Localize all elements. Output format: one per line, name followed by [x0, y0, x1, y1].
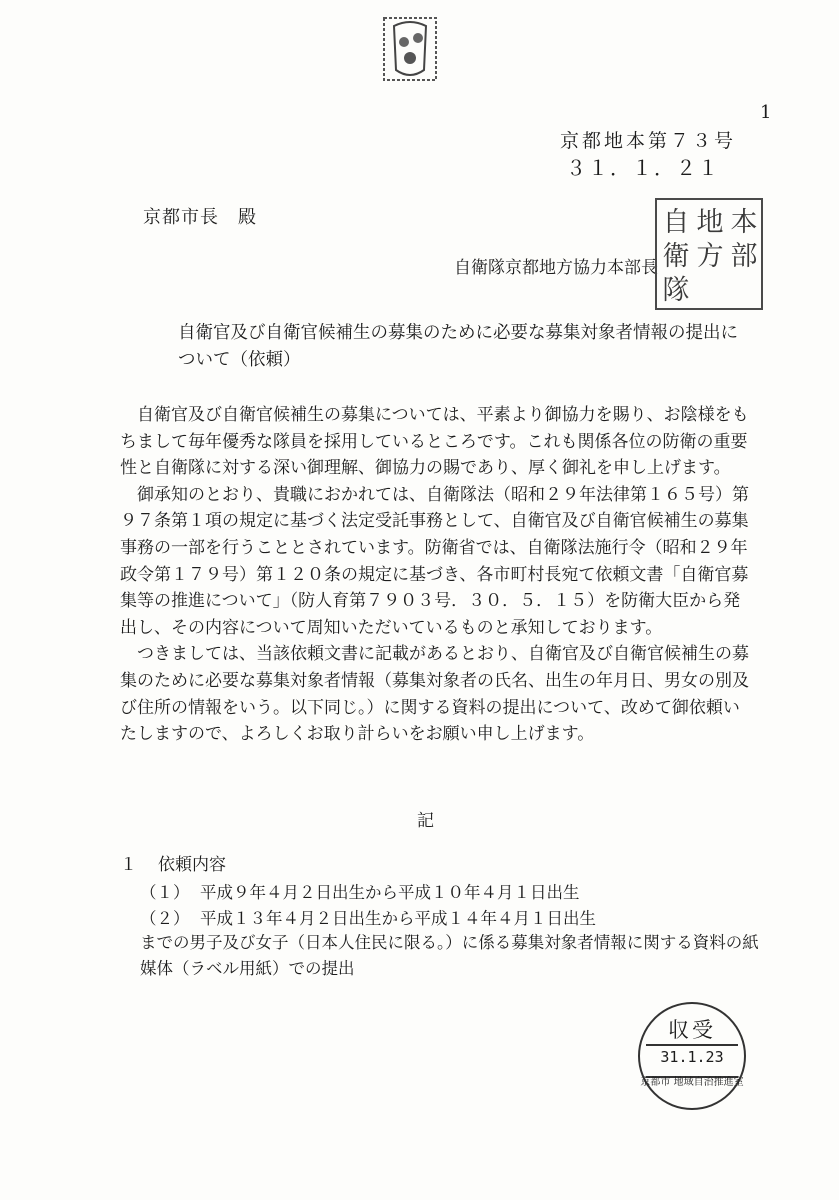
- ki-heading: 記: [417, 811, 434, 831]
- sub-item-1: [140, 879, 580, 903]
- received-stamp-org: 京都市 地域自治推進室: [640, 1077, 744, 1088]
- item-number: １: [120, 855, 137, 875]
- sub-item-text: 平成１３年４月２日出生から平成１４年４月１日出生: [200, 909, 596, 928]
- body-paragraph-2: 御承知のとおり、貴職におかれては、自衛隊法（昭和２９年法律第１６５号）第９７条第１項の規定に基づく法定受託事務として、自衛官及び自衛官候補生の募集事務の一部を行うこととされています。防衛省では、自衛隊法施行令（昭和２９年政令第１７９号）第１２０条の規定に基づき、各市町村長宛て依頼文書「自衛官募集等の推進について」（防人育第７９０３号．３０．５．１５）を防衛大臣から発出し、その内容について周知いただいているものと承知しております。: [120, 484, 749, 638]
- official-seal-stamp: [655, 198, 763, 310]
- ministry-seal-emblem: [380, 14, 440, 84]
- stamp-column-1: 自衛隊: [662, 207, 690, 306]
- sub-item-index: （１）: [140, 883, 190, 902]
- sub-item-text: 平成９年４月２日出生から平成１０年４月１日出生: [200, 883, 580, 902]
- stamp-column-2: 地方: [696, 207, 724, 272]
- received-stamp-date: 31.1.23: [660, 1048, 724, 1066]
- body-paragraph-3: つきましては、当該依頼文書に記載があるとおり、自衛官及び自衛官候補生の募集のために必要な募集対象者情報（募集対象者の氏名、出生の年月日、男女の別及び住所の情報をいう。以下同じ。）に関する資料の提出について、改めて御依頼いたしますので、よろしくお取り計らいをお願い申し上げます。: [120, 644, 749, 745]
- page-number: 1: [760, 102, 772, 123]
- sub-item-2: [140, 905, 596, 929]
- document-subject: 自衛官及び自衛官候補生の募集のために必要な募集対象者情報の提出について（依頼）: [178, 323, 738, 370]
- document-body: [120, 402, 750, 748]
- stamp-column-3: 本部: [730, 207, 758, 272]
- item-heading: [120, 850, 226, 875]
- item-title: 依頼内容: [158, 855, 226, 875]
- document-date: ３１．１．２１: [566, 156, 720, 180]
- body-paragraph-1: 自衛官及び自衛官候補生の募集については、平素より御協力を賜り、お陰様をもちまして毎年優秀な隊員を採用しているところです。これも関係各位の防衛の重要性と自衛隊に対する深い御理解、御協力の賜であり、厚く御礼を申し上げます。: [120, 405, 749, 479]
- sub-item-index: （２）: [140, 909, 190, 928]
- document-reference-number: 京都地本第７３号: [560, 130, 737, 152]
- addressee: 京都市長 殿: [143, 207, 257, 228]
- received-stamp-label: 収受: [668, 1018, 716, 1042]
- received-stamp: [638, 1002, 746, 1110]
- item-note: までの男子及び女子（日本人住民に限る。）に係る募集対象者情報に関する資料の紙媒体（ラベル用紙）での提出: [140, 933, 759, 978]
- sender: 自衛隊京都地方協力本部長: [454, 258, 658, 278]
